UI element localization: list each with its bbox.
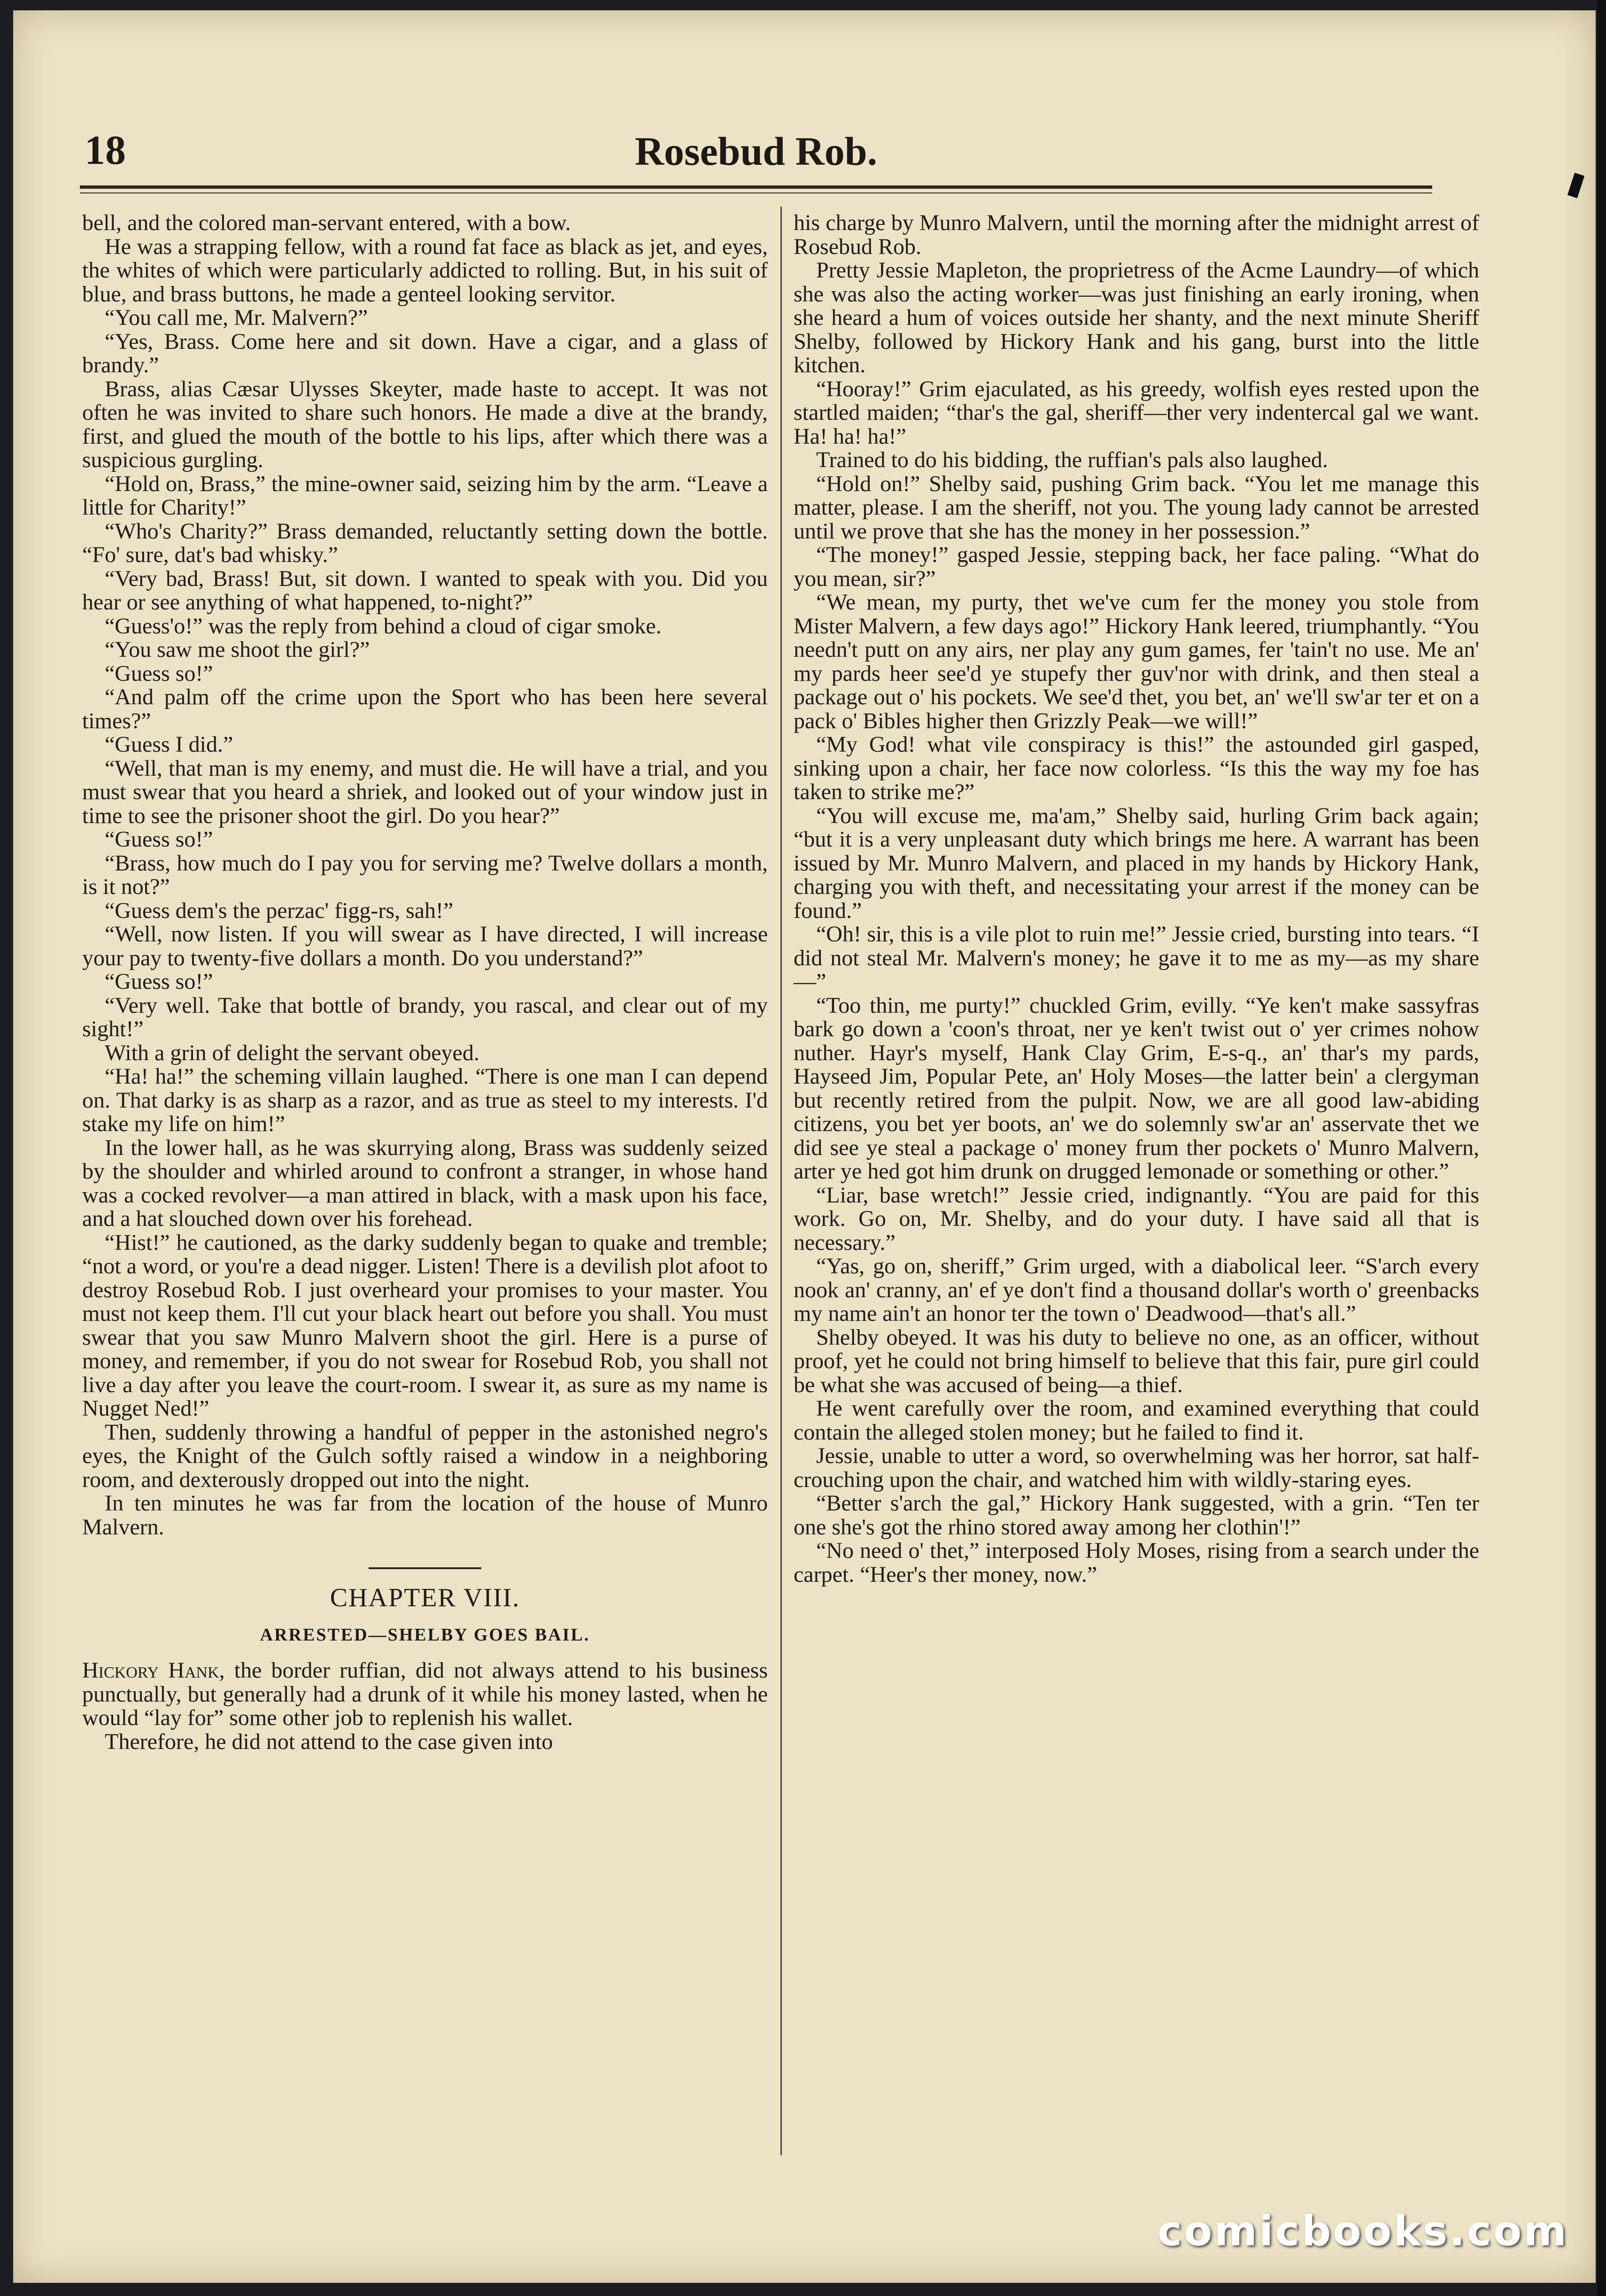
paragraph: “Better s'arch the gal,” Hickory Hank suggested, with a grin. “Ten ter one she's got the rhino stored away among her clothin'!” [794, 1491, 1479, 1540]
paragraph: “Oh! sir, this is a vile plot to ruin me!” Jessie cried, bursting into tears. “I did not steal Mr. Malvern's money; he gave it to me as my—as my share—” [794, 922, 1479, 994]
paragraph: “And palm off the crime upon the Sport who has been here several times?” [82, 685, 768, 733]
paragraph: “Guess'o!” was the reply from behind a cloud of cigar smoke. [105, 613, 662, 639]
paragraph: Trained to do his bidding, the ruffian's pals also laughed. [816, 447, 1328, 472]
chapter-opening-paragraph [82, 1659, 768, 1730]
paragraph: Then, suddenly throwing a handful of pepper in the astonished negro's eyes, the Knight of the Gulch softly raised a window in a neighboring room, and dexterously dropped out into the night. [82, 1419, 768, 1492]
paragraph: “Guess so!” [105, 827, 213, 852]
paragraph: With a grin of delight the servant obeyed. [105, 1040, 479, 1065]
paragraph: “You will excuse me, ma'am,” Shelby said, hurling Grim back again; “but it is a very unpleasant duty which brings me here. A warrant has been issued by Mr. Munro Malvern, and placed in my hands by Hickory Hank, charging you with theft, and necessitating your arrest if the money can be found.” [794, 803, 1479, 923]
paragraph: “Ha! ha!” the scheming villain laughed. “There is one man I can depend on. That darky is as sharp as a razor, and as true as steel to my interests. I'd stake my life on him!” [82, 1064, 768, 1136]
paragraph: He went carefully over the room, and examined everything that could contain the alleged stolen money; but he failed to find it. [794, 1396, 1479, 1445]
paragraph: “Guess dem's the perzac' figg-rs, sah!” [105, 898, 454, 923]
scan-border [1598, 0, 1606, 2296]
running-title: Rosebud Rob. [634, 129, 878, 174]
paragraph: “Well, now listen. If you will swear as I have directed, I will increase your pay to twenty-five dollars a month. Do you understand?” [82, 922, 768, 971]
paragraph: bell, and the colored man-servant entered, with a bow. [82, 210, 571, 235]
paragraph: Jessie, unable to utter a word, so overwhelming was her horror, sat half-crouching upon the chair, and watched him with wildly-staring eyes. [794, 1443, 1479, 1492]
chapter-lead-smallcaps: Hickory Hank [82, 1658, 219, 1683]
paragraph: “No need o' thet,” interposed Holy Moses, rising from a search under the carpet. “Heer's ther money, now.” [794, 1538, 1479, 1587]
paragraph: “You call me, Mr. Malvern?” [105, 305, 368, 330]
paragraph: “Too thin, me purty!” chuckled Grim, evilly. “Ye ken't make sassyfras bark go down a 'coon's throat, ner ye ken't twist out o' yer crimes nohow nuther. Hayr's myself, Hank Clay Grim, E-s-q., an' thar's my pards, Hayseed Jim, Popular Pete, an' Holy Moses—the latter bein' a clergyman but recently retired from the pulpit. Now, we are all good law-abiding citizens, you bet yer boots, an' we do solemnly sw'ar an' asservate thet we did see ye steal a package o' money frum ther pockets o' Munro Malvern, arter ye hed got him drunk on drugged lemonade or something or other.” [794, 993, 1479, 1184]
paragraph: Pretty Jessie Mapleton, the proprietress of the Acme Laundry—of which she was also the acting worker—was just finishing an early ironing, when she heard a hum of voices outside her shanty, and the next minute Sheriff Shelby, followed by Hickory Hank and his gang, burst into the little kitchen. [794, 258, 1479, 378]
paragraph: “Yas, go on, sheriff,” Grim urged, with a diabolical leer. “S'arch every nook an' cranny, an' ef ye don't find a thousand dollar's worth o' greenbacks my name ain't an honor ter the town o' Deadwood—that's all.” [794, 1254, 1479, 1326]
page-header [70, 117, 1442, 174]
paragraph: “Liar, base wretch!” Jessie cried, indignantly. “You are paid for this work. Go on, Mr. Shelby, and do your duty. I have said all that is necessary.” [794, 1182, 1479, 1255]
chapter-opening-text: , the border ruffian, did not always attend to his business punctually, but generally had a drunk of it while his money lasted, when he would “lay for” some other job to replenish his wallet. [82, 1658, 768, 1730]
closing-paragraph: Therefore, he did not attend to the case given into [105, 1729, 553, 1754]
watermark: comicbooks.com [1157, 2207, 1568, 2255]
paragraph: “Guess I did.” [105, 732, 233, 757]
paragraph: “We mean, my purty, thet we've cum fer the money you stole from Mister Malvern, a few days ago!” Hickory Hank leered, triumphantly. “You needn't putt on any airs, ner play any gum games, fer 'tain't no use. Me an' my pards heer see'd ye stupefy ther guv'nor with drink, and then steal a package out o' his pockets. We see'd thet, you bet, an' we'll sw'ar ter et on a pack o' Bibles higher then Grizzly Peak—we will!” [794, 590, 1479, 733]
paragraph: his charge by Munro Malvern, until the morning after the midnight arrest of Rosebud Rob. [794, 210, 1479, 259]
paragraph: Shelby obeyed. It was his duty to believe no one, as an officer, without proof, yet he could not bring himself to believe that this fair, pure girl could be what she was accused of being—a thief. [794, 1325, 1479, 1397]
left-column-paragraphs [82, 211, 768, 1539]
left-column [82, 211, 768, 1754]
paragraph: “Guess so!” [105, 969, 213, 994]
paragraph: “My God! what vile conspiracy is this!” the astounded girl gasped, sinking upon a chair, her face now colorless. “Is this the way my foe has taken to strike me?” [794, 732, 1479, 804]
right-column-paragraphs [794, 211, 1479, 1587]
paragraph: “Hold on!” Shelby said, pushing Grim back. “You let me manage this matter, please. I am the sheriff, not you. The young lady cannot be arrested until we prove that she has the money in her possession.” [794, 471, 1479, 544]
paragraph: “Hooray!” Grim ejaculated, as his greedy, wolfish eyes rested upon the startled maiden; “thar's the gal, sheriff—ther very indentercal gal we want. Ha! ha! ha!” [794, 376, 1479, 449]
paragraph: In ten minutes he was far from the location of the house of Munro Malvern. [82, 1491, 768, 1540]
chapter-title: CHAPTER VIII. [330, 1583, 520, 1612]
paragraph: “Hold on, Brass,” the mine-owner said, seizing him by the arm. “Leave a little for Charity!” [82, 471, 768, 520]
paragraph: “Brass, how much do I pay you for serving me? Twelve dollars a month, is it not?” [82, 850, 768, 899]
paragraph: “Yes, Brass. Come here and sit down. Have a cigar, and a glass of brandy.” [82, 329, 768, 378]
paragraph: Brass, alias Cæsar Ulysses Skeyter, made haste to accept. It was not often he was invited to share such honors. He made a dive at the brandy, first, and glued the mouth of the bottle to his lips, after which there was a suspicious gurgling. [82, 376, 768, 472]
paragraph: “Very bad, Brass! But, sit down. I wanted to speak with you. Did you hear or see anything of what happened, to-night?” [82, 566, 768, 615]
right-column [794, 211, 1479, 1587]
paragraph: “You saw me shoot the girl?” [105, 637, 370, 662]
page-number: 18 [85, 128, 126, 173]
paragraph: In the lower hall, as he was skurrying along, Brass was suddenly seized by the shoulder and whirled around to confront a stranger, in whose hand was a cocked revolver—a man attired in black, with a mask upon his face, and a hat slouched down over his forehead. [82, 1135, 768, 1231]
header-rule [80, 185, 1432, 189]
chapter-divider [369, 1567, 481, 1569]
paragraph: He was a strapping fellow, with a round fat face as black as jet, and eyes, the whites of which were particularly addicted to rolling. But, in his suit of blue, and brass buttons, he made a genteel looking servitor. [82, 234, 768, 307]
paragraph: “The money!” gasped Jessie, stepping back, her face paling. “What do you mean, sir?” [794, 542, 1479, 591]
paragraph: “Well, that man is my enemy, and must die. He will have a trial, and you must swear that you heard a shriek, and looked out of your window just in time to see the prisoner shoot the girl. Do you hear?” [82, 755, 768, 828]
paragraph: “Who's Charity?” Brass demanded, reluctantly setting down the bottle. “Fo' sure, dat's bad whisky.” [82, 518, 768, 567]
paragraph: “Guess so!” [105, 661, 213, 686]
paragraph: “Hist!” he cautioned, as the darky suddenly began to quake and tremble; “not a word, or you're a dead nigger. Listen! There is a devilish plot afoot to destroy Rosebud Rob. I just overheard your promises to your master. You must not keep them. I'll cut your black heart out before you shall. You must swear that you saw Munro Malvern shoot the girl. Here is a purse of money, and remember, if you do not swear for Rosebud Rob, you shall not live a day after you leave the court-room. I swear it, as sure as my name is Nugget Ned!” [82, 1230, 768, 1421]
column-divider [780, 207, 782, 2155]
chapter-subtitle: ARRESTED—SHELBY GOES BAIL. [260, 1625, 590, 1645]
paragraph: “Very well. Take that bottle of brandy, you rascal, and clear out of my sight!” [82, 993, 768, 1041]
